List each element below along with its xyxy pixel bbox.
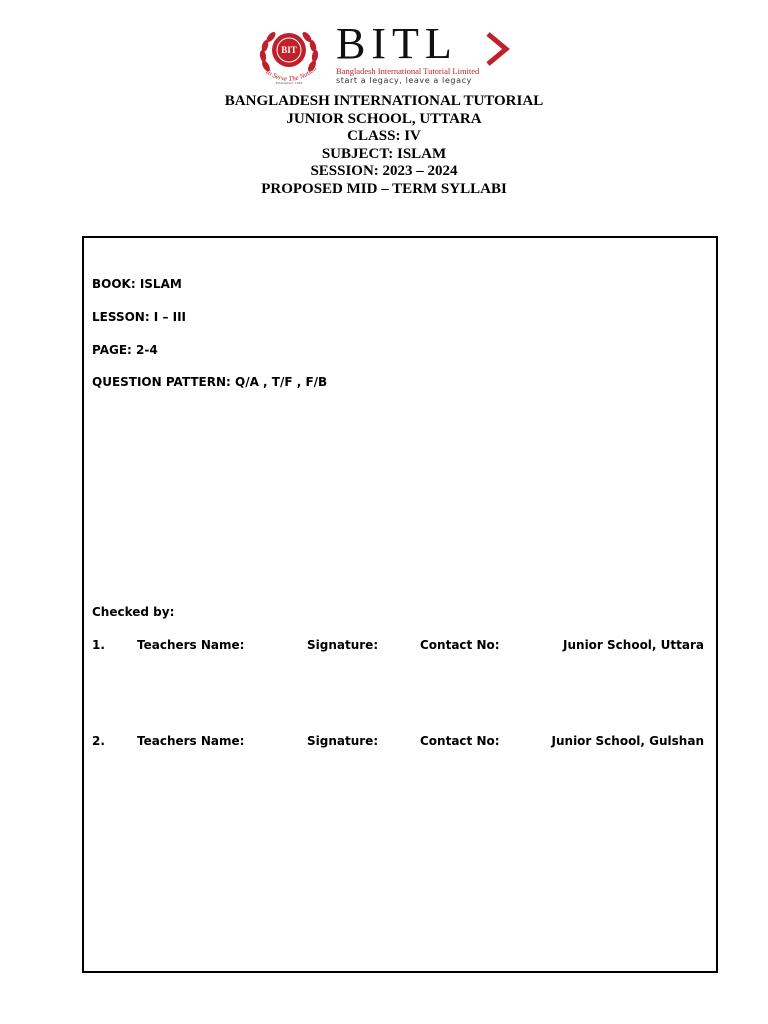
book-field: BOOK: ISLAM bbox=[92, 277, 182, 291]
emblem-established: Established, 1983 bbox=[275, 81, 303, 85]
lesson-field: LESSON: I – III bbox=[92, 310, 187, 324]
chevron-right-icon bbox=[484, 32, 512, 66]
brand-wordmark: BITL bbox=[336, 19, 458, 68]
contact-label: Contact No: bbox=[420, 638, 500, 652]
signature-label: Signature: bbox=[307, 734, 379, 748]
contact-label: Contact No: bbox=[420, 734, 500, 748]
school-label: Junior School, Gulshan bbox=[551, 734, 704, 748]
emblem-text: BIT bbox=[281, 45, 297, 55]
document-heading bbox=[0, 93, 768, 199]
brand-tagline: start a legacy, leave a legacy bbox=[336, 76, 472, 85]
row-number: 2. bbox=[92, 734, 105, 748]
branch-name: JUNIOR SCHOOL, UTTARA bbox=[286, 110, 482, 127]
checker-row-2 bbox=[92, 734, 704, 750]
document-title: PROPOSED MID – TERM SYLLABI bbox=[261, 180, 507, 197]
teacher-name-label: Teachers Name: bbox=[137, 638, 245, 652]
checked-by-label: Checked by: bbox=[92, 605, 175, 619]
question-pattern-field: QUESTION PATTERN: Q/A , T/F , F/B bbox=[92, 375, 328, 389]
emblem-motto: To Serve The Nation bbox=[263, 64, 319, 84]
session-label: SESSION: 2023 – 2024 bbox=[310, 163, 458, 180]
institution-name: BANGLADESH INTERNATIONAL TUTORIAL bbox=[224, 93, 544, 109]
class-label: CLASS: IV bbox=[347, 128, 421, 145]
school-logo bbox=[256, 19, 516, 86]
page-field: PAGE: 2-4 bbox=[92, 343, 158, 357]
school-label: Junior School, Uttara bbox=[563, 638, 704, 652]
syllabus-box bbox=[82, 236, 718, 973]
brand-full-name: Bangladesh International Tutorial Limited bbox=[336, 66, 480, 76]
subject-label: SUBJECT: ISLAM bbox=[321, 145, 447, 162]
teacher-name-label: Teachers Name: bbox=[137, 734, 245, 748]
row-number: 1. bbox=[92, 638, 105, 652]
signature-label: Signature: bbox=[307, 638, 379, 652]
checker-row-1 bbox=[92, 638, 704, 654]
laurel-emblem-icon bbox=[256, 26, 322, 86]
